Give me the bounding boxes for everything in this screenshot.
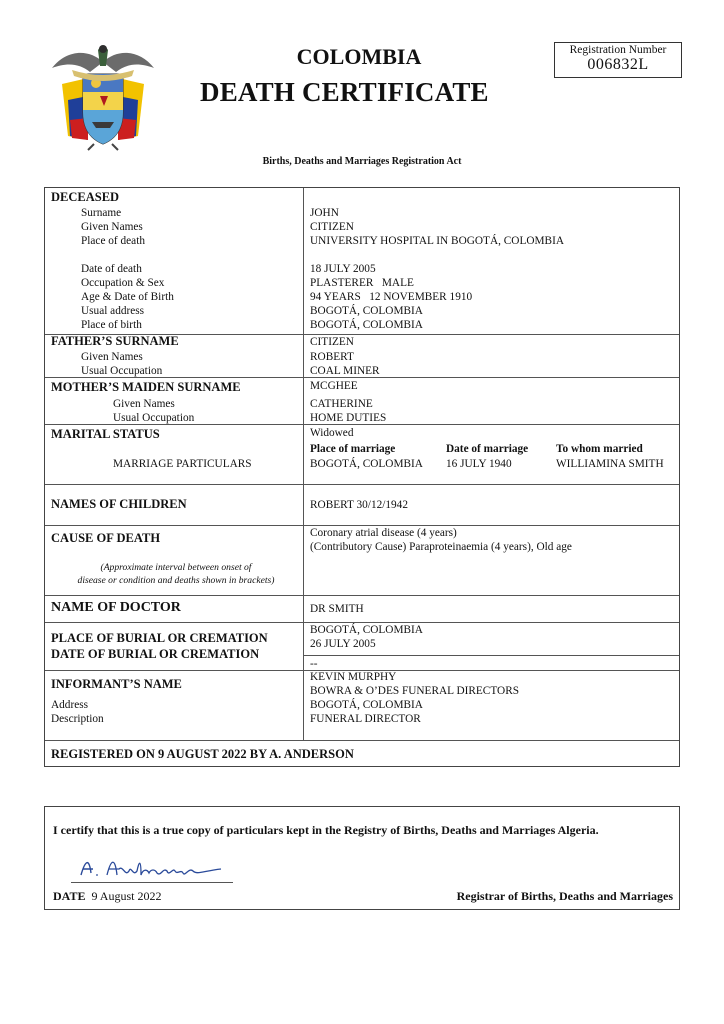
place-of-birth-label: Place of birth bbox=[81, 319, 142, 331]
country-title: COLOMBIA bbox=[296, 44, 422, 69]
certification-statement: I certify that this is a true copy of particulars kept in the Registry of Births, Deaths and Marriages Algeria. bbox=[53, 823, 599, 837]
occupation-sex-value: PLASTERER MALE bbox=[310, 277, 414, 289]
burial-place-heading: PLACE OF BURIAL OR CREMATION bbox=[51, 631, 268, 645]
certification-date bbox=[53, 889, 161, 904]
place-of-death-value: UNIVERSITY HOSPITAL IN BOGOTÁ, COLOMBIA bbox=[310, 235, 564, 247]
date-of-marriage-value: 16 JULY 1940 bbox=[446, 458, 512, 470]
cause-note-line1: (Approximate interval between onset of bbox=[100, 562, 252, 573]
registration-number-value: 006832L bbox=[587, 56, 649, 73]
act-title: Births, Deaths and Marriages Registration Act bbox=[262, 156, 462, 167]
mother-given-names-value: CATHERINE bbox=[310, 398, 373, 410]
registrar-signature bbox=[71, 851, 241, 881]
mother-occupation-label: Usual Occupation bbox=[113, 412, 195, 424]
doctor-value: DR SMITH bbox=[310, 603, 364, 615]
children-value: ROBERT 30/12/1942 bbox=[310, 499, 408, 511]
burial-subdivider bbox=[303, 655, 679, 656]
children-heading: NAMES OF CHILDREN bbox=[51, 497, 187, 511]
mother-occupation-value: HOME DUTIES bbox=[310, 412, 387, 424]
cause-note-line2: disease or condition and deaths shown in brackets) bbox=[77, 575, 275, 586]
registrar-title: Registrar of Births, Deaths and Marriages bbox=[456, 889, 673, 903]
row-divider bbox=[45, 595, 679, 596]
signature-line bbox=[71, 882, 233, 883]
place-of-marriage-value: BOGOTÁ, COLOMBIA bbox=[310, 458, 423, 470]
informant-name-value: KEVIN MURPHY bbox=[310, 671, 397, 683]
date-of-death-label: Date of death bbox=[81, 263, 142, 275]
informant-address-label: Address bbox=[51, 699, 89, 711]
registration-number-box bbox=[554, 42, 682, 78]
usual-address-label: Usual address bbox=[81, 305, 145, 317]
cause-of-death-heading: CAUSE OF DEATH bbox=[51, 531, 161, 545]
marriage-particulars-label: MARRIAGE PARTICULARS bbox=[113, 458, 252, 470]
column-divider bbox=[303, 188, 304, 740]
mother-given-names-label: Given Names bbox=[113, 398, 175, 410]
marital-status-value: Widowed bbox=[310, 427, 354, 439]
deceased-heading: DECEASED bbox=[51, 190, 120, 204]
age-dob-value: 94 YEARS 12 NOVEMBER 1910 bbox=[310, 291, 473, 303]
informant-company-value: BOWRA & O’DES FUNERAL DIRECTORS bbox=[310, 685, 520, 697]
usual-address-value: BOGOTÁ, COLOMBIA bbox=[310, 305, 423, 317]
informant-description-label: Description bbox=[51, 713, 104, 725]
date-of-marriage-header: Date of marriage bbox=[446, 443, 529, 455]
father-occupation-value: COAL MINER bbox=[310, 365, 380, 377]
date-label: DATE bbox=[53, 889, 86, 903]
informant-heading: INFORMANT’S NAME bbox=[51, 677, 182, 691]
doctor-heading: NAME OF DOCTOR bbox=[51, 600, 181, 615]
place-of-death-label: Place of death bbox=[81, 235, 145, 247]
mother-surname-value: MCGHEE bbox=[310, 380, 358, 392]
mother-heading: MOTHER’S MAIDEN SURNAME bbox=[51, 380, 241, 394]
given-names-value: CITIZEN bbox=[310, 221, 354, 233]
occupation-sex-label: Occupation & Sex bbox=[81, 277, 165, 289]
surname-value: JOHN bbox=[310, 207, 339, 219]
registered-statement: REGISTERED ON 9 AUGUST 2022 BY A. ANDERSON bbox=[51, 747, 354, 761]
registration-number-label: Registration Number bbox=[569, 44, 667, 56]
cause-line2: (Contributory Cause) Paraproteinaemia (4 years), Old age bbox=[310, 541, 572, 553]
row-divider bbox=[45, 740, 679, 741]
informant-address-value: BOGOTÁ, COLOMBIA bbox=[310, 699, 423, 711]
surname-label: Surname bbox=[81, 207, 122, 219]
to-whom-married-value: WILLIAMINA SMITH bbox=[556, 458, 664, 470]
given-names-label: Given Names bbox=[81, 221, 143, 233]
marital-status-heading: MARITAL STATUS bbox=[51, 427, 160, 441]
father-given-names-value: ROBERT bbox=[310, 351, 354, 363]
date-of-death-value: 18 JULY 2005 bbox=[310, 263, 376, 275]
age-dob-label: Age & Date of Birth bbox=[81, 291, 174, 303]
certification-box bbox=[44, 806, 680, 910]
to-whom-married-header: To whom married bbox=[556, 443, 643, 455]
informant-description-value: FUNERAL DIRECTOR bbox=[310, 713, 421, 725]
burial-date-heading: DATE OF BURIAL OR CREMATION bbox=[51, 647, 260, 661]
father-given-names-label: Given Names bbox=[81, 351, 143, 363]
father-surname-value: CITIZEN bbox=[310, 336, 354, 348]
row-divider bbox=[45, 484, 679, 485]
certificate-form bbox=[44, 187, 680, 767]
document-title: DEATH CERTIFICATE bbox=[200, 77, 489, 107]
cause-line1: Coronary atrial disease (4 years) bbox=[310, 527, 457, 539]
burial-extra-value: -- bbox=[310, 658, 318, 670]
burial-place-value: BOGOTÁ, COLOMBIA bbox=[310, 624, 423, 636]
place-of-marriage-header: Place of marriage bbox=[310, 443, 396, 455]
father-heading: FATHER’S SURNAME bbox=[51, 334, 179, 348]
father-occupation-label: Usual Occupation bbox=[81, 365, 163, 377]
burial-date-value: 26 JULY 2005 bbox=[310, 638, 376, 650]
place-of-birth-value: BOGOTÁ, COLOMBIA bbox=[310, 319, 423, 331]
date-value: 9 August 2022 bbox=[91, 889, 162, 903]
